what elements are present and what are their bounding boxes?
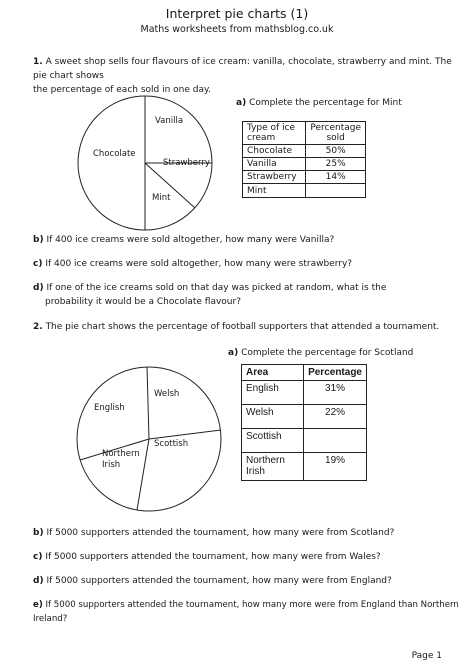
table-header-type: Type of ice cream [243,122,306,145]
page-number: Page 1 [411,651,442,661]
q2-part-e-text: If 5000 supporters attended the tournament, how many more were from England than Northern Ireland? [33,600,459,624]
table-row [242,405,367,429]
table-cell-pct: 14% [306,171,366,184]
q2-part-b-text: If 5000 supporters attended the tournament, how many were from Scotland? [46,528,395,538]
mint-answer-cell[interactable] [306,184,366,198]
table-cell-pct: 25% [306,158,366,171]
q1-text-line2: the percentage of each sold in one day. [33,85,211,95]
supporters-table [241,364,367,481]
q1-part-c [33,257,453,271]
q2-part-c-letter: c) [33,552,43,562]
table-row [242,429,367,453]
pie-divider-welsh-scottish [149,430,221,439]
pie-label-northern: Northern [102,449,140,459]
table-cell-pct: 19% [304,453,367,481]
q1-part-b-text: If 400 ice creams were sold altogether, how many were Vanilla? [46,235,335,245]
pie-label-chocolate: Chocolate [93,149,136,159]
q1-part-b [33,233,453,247]
table-cell-area: Welsh [242,405,304,429]
pie-label-welsh: Welsh [154,389,180,399]
table-cell-type: Vanilla [243,158,306,171]
table-header-row [242,365,367,381]
pie-chart-supporters [74,364,224,514]
pie-divider-english-welsh [147,367,149,439]
table-cell-pct: 22% [304,405,367,429]
table-row [242,453,367,481]
table-row [242,381,367,405]
pie-label-strawberry: Strawberry [163,158,210,168]
table-header-percentage: Percentage [304,365,367,381]
pie-label-vanilla: Vanilla [155,116,184,126]
q2-part-a-letter: a) [228,348,239,358]
q1-part-c-letter: c) [33,259,43,269]
q1-part-d [33,281,453,309]
q2-part-d [33,574,458,588]
table-row [243,145,366,158]
q1-part-d-line1: If one of the ice creams sold on that day was picked at random, what is the [46,283,387,293]
q2-part-d-text: If 5000 supporters attended the tournament, how many were from England? [46,576,392,586]
table-cell-type: Strawberry [243,171,306,184]
table-cell-area: English [242,381,304,405]
q1-text-line1: A sweet shop sells four flavours of ice cream: vanilla, chocolate, strawberry and mint. The pie chart shows [33,57,452,81]
q1-intro [33,55,453,97]
table-cell-area: Northern Irish [242,453,304,481]
pie-label-mint: Mint [152,193,171,203]
q2-part-a [228,346,413,360]
q2-part-e-letter: e) [33,600,43,610]
q2-part-a-text: Complete the percentage for Scotland [241,348,414,358]
table-cell-pct: 50% [306,145,366,158]
q2-part-d-letter: d) [33,576,44,586]
q2-part-c [33,550,458,564]
table-row [243,158,366,171]
table-cell-type: Chocolate [243,145,306,158]
q2-text: The pie chart shows the percentage of football supporters that attended a tournament. [45,322,440,332]
table-cell-type: Mint [243,184,306,198]
scotland-answer-cell[interactable] [304,429,367,453]
q1-part-c-text: If 400 ice creams were sold altogether, how many were strawberry? [45,259,353,269]
q2-number: 2. [33,322,43,332]
q2-part-b-letter: b) [33,528,44,538]
table-cell-area: Scottish [242,429,304,453]
table-header-area: Area [242,365,304,381]
q1-part-d-letter: d) [33,283,44,293]
table-cell-pct: 31% [304,381,367,405]
table-row [243,184,366,198]
pie-chart-ice-cream [75,93,215,233]
q2-part-c-text: If 5000 supporters attended the tournament, how many were from Wales? [45,552,381,562]
q2-part-b [33,526,458,540]
q1-part-a [236,96,402,110]
worksheet-title: Interpret pie charts (1) [165,6,309,21]
table-header-percentage: Percentage sold [306,122,366,145]
pie-label-irish: Irish [102,460,121,470]
pie-label-scottish: Scottish [154,439,189,449]
q1-part-a-letter: a) [236,98,247,108]
table-header-row [243,122,366,145]
worksheet-subtitle: Maths worksheets from mathsblog.co.uk [140,24,334,35]
ice-cream-table [242,121,366,198]
pie-label-english: English [94,403,125,413]
table-row [243,171,366,184]
q1-part-d-line2: probability it would be a Chocolate flavour? [45,297,241,307]
q1-number: 1. [33,57,43,67]
q1-part-b-letter: b) [33,235,44,245]
q1-part-a-text: Complete the percentage for Mint [249,98,402,108]
q2-part-e [33,598,463,626]
q2-intro [33,320,453,334]
